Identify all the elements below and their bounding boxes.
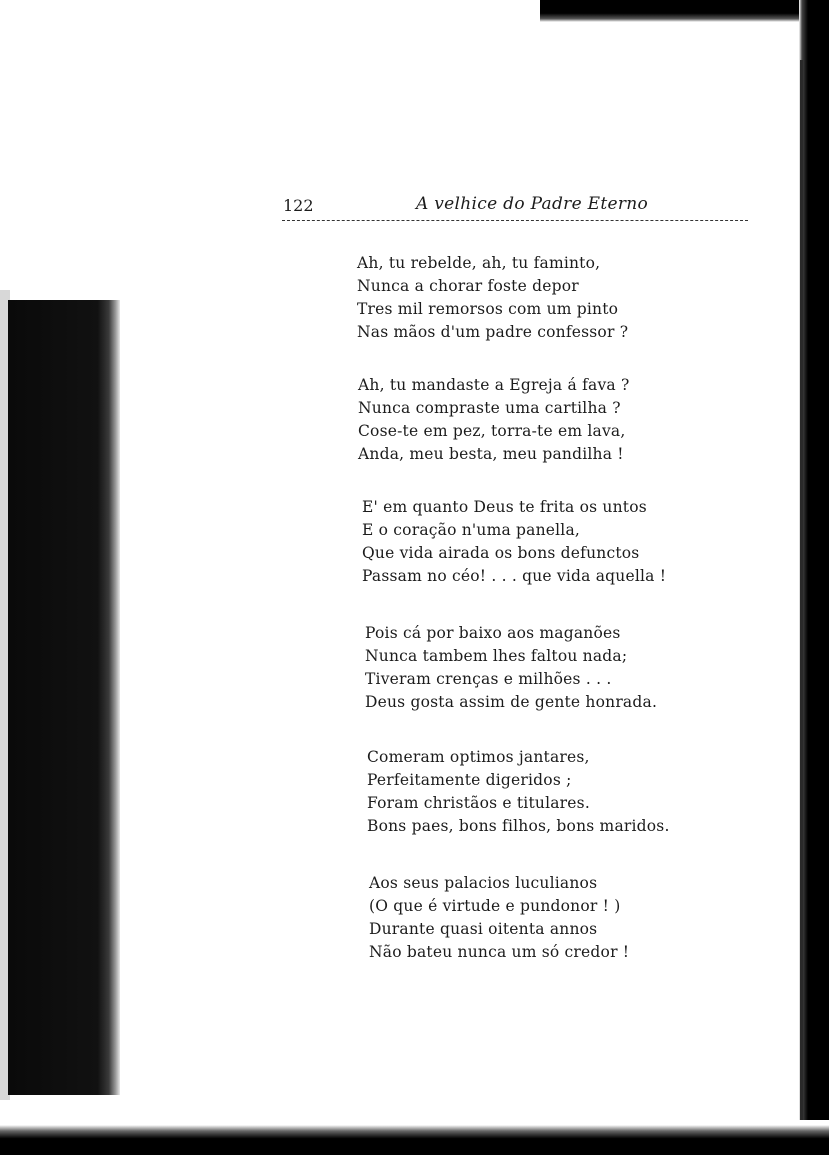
verse-line: Nunca tambem lhes faltou nada;	[365, 647, 628, 665]
verse-line: Perfeitamente digeridos ;	[367, 771, 572, 789]
stanza	[362, 496, 666, 588]
stanza	[357, 252, 628, 344]
verse-line: Passam no céo! . . . que vida aquella !	[362, 567, 667, 585]
verse-line: Deus gosta assim de gente honrada.	[365, 693, 658, 711]
page-fold-shadow	[800, 60, 803, 1120]
verse-line: Anda, meu besta, meu pandilha !	[358, 445, 624, 463]
header-rule	[282, 220, 748, 221]
stanza	[367, 746, 670, 838]
scan-edge-left	[8, 300, 120, 1095]
page-number: 122	[283, 196, 314, 215]
stanza	[358, 374, 629, 466]
verse-line: Comeram optimos jantares,	[367, 748, 590, 766]
scan-edge-top	[540, 0, 829, 22]
verse-line: Tres mil remorsos com um pinto	[357, 300, 619, 318]
scan-edge-right	[799, 0, 829, 1120]
verse-line: Não bateu nunca um só credor !	[369, 943, 630, 961]
verse-line: Bons paes, bons filhos, bons maridos.	[367, 817, 670, 835]
verse-line: Durante quasi oitenta annos	[369, 920, 598, 938]
verse-line: Ah, tu mandaste a Egreja á fava ?	[358, 376, 630, 394]
stanza	[369, 872, 629, 964]
verse-line: Nunca a chorar foste depor	[357, 277, 579, 295]
verse-line: Aos seus palacios luculianos	[369, 874, 598, 892]
verse-line: E o coração n'uma panella,	[362, 521, 581, 539]
verse-line: E' em quanto Deus te frita os untos	[362, 498, 647, 516]
verse-line: Tiveram crenças e milhões . . .	[365, 670, 612, 688]
verse-line: Foram christãos e titulares.	[367, 794, 590, 812]
stanza	[365, 622, 657, 714]
verse-line: Cose-te em pez, torra-te em lava,	[358, 422, 626, 440]
verse-line: Ah, tu rebelde, ah, tu faminto,	[357, 254, 601, 272]
running-head: A velhice do Padre Eterno	[416, 194, 649, 214]
verse-line: Pois cá por baixo aos maganões	[365, 624, 621, 642]
scan-edge-bottom	[0, 1125, 829, 1155]
verse-line: (O que é virtude e pundonor ! )	[369, 897, 621, 915]
verse-line: Que vida airada os bons defunctos	[362, 544, 640, 562]
verse-line: Nas mãos d'um padre confessor ?	[357, 323, 629, 341]
verse-line: Nunca compraste uma cartilha ?	[358, 399, 621, 417]
